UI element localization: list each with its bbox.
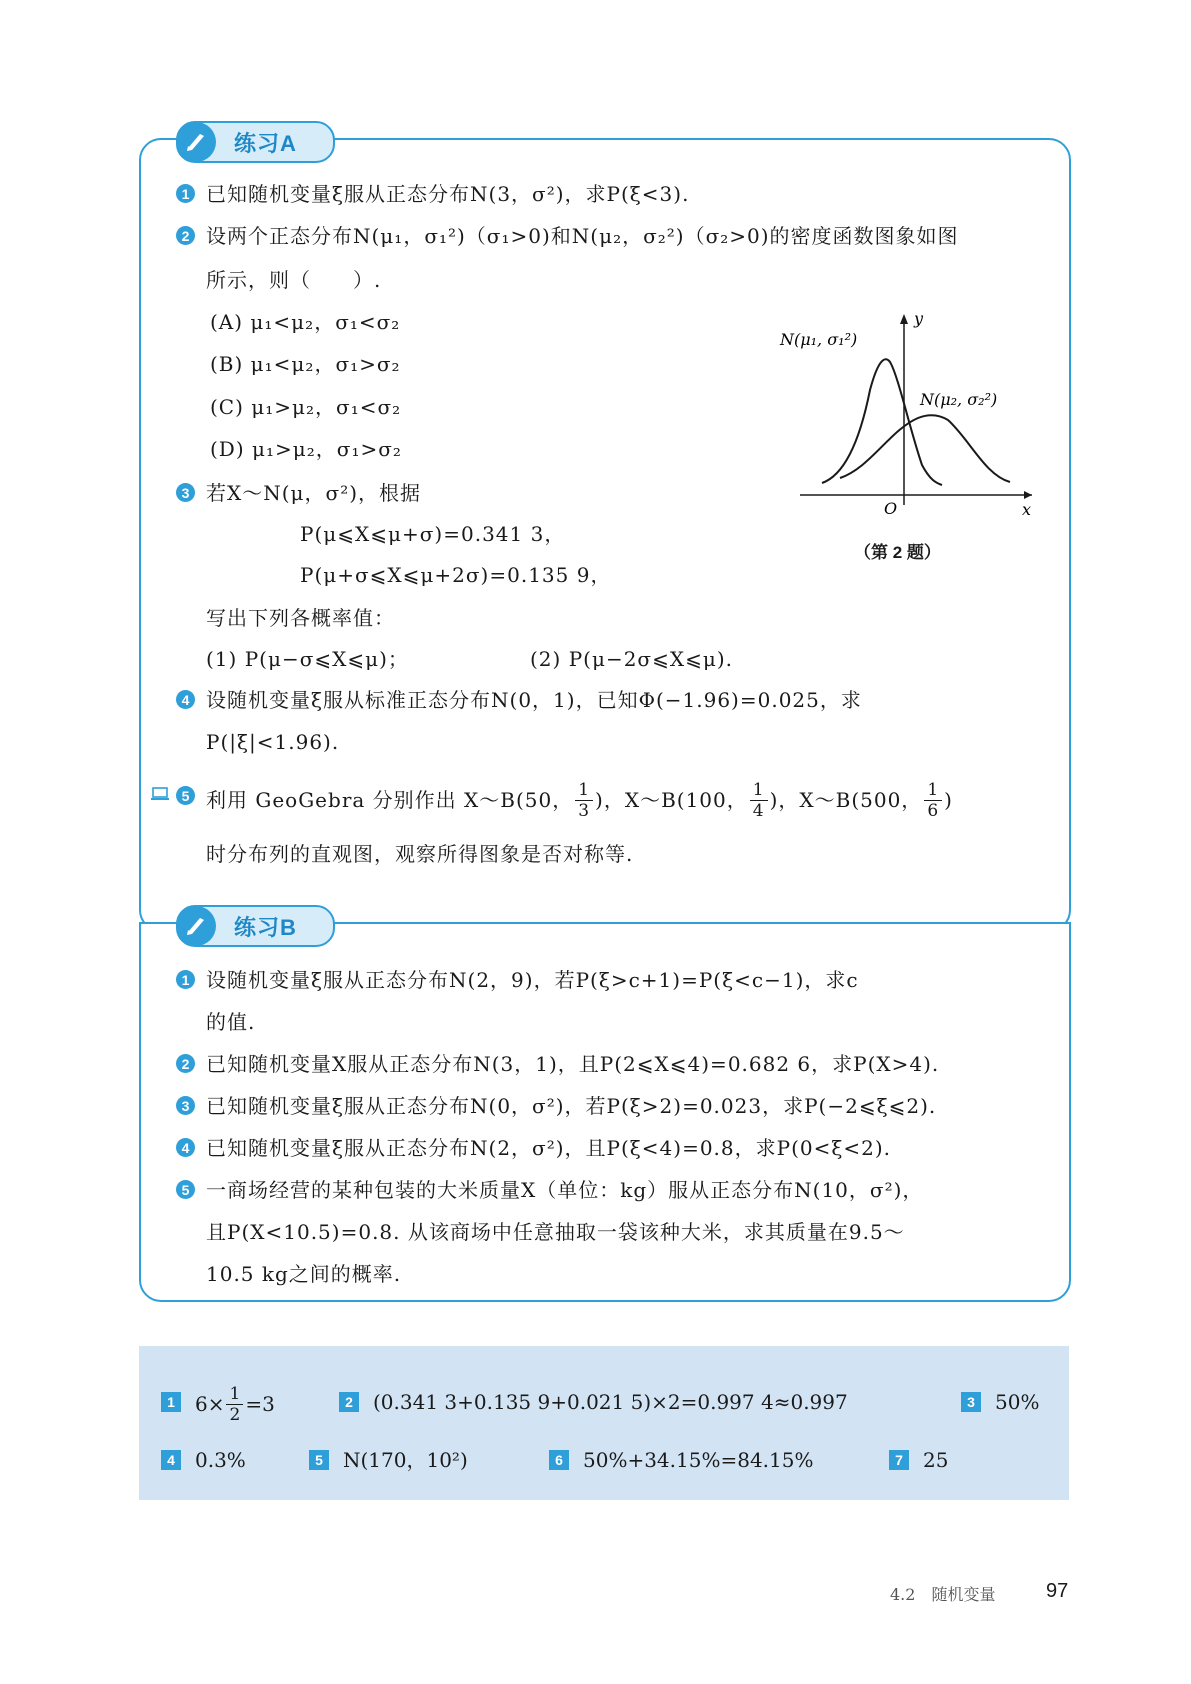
answer-6: 50%+34.15%=84.15% bbox=[583, 1448, 814, 1472]
answer-5: N(170，10²) bbox=[343, 1448, 468, 1472]
answer-number-1: 1 bbox=[161, 1392, 181, 1412]
answer-number-7: 7 bbox=[889, 1450, 909, 1470]
exercise-b-tab bbox=[176, 905, 335, 947]
exercise-b-q3: 已知随机变量ξ服从正态分布N(0，σ²)，若P(ξ>2)=0.023，求P(−2⩽ξ⩽2). bbox=[206, 1094, 937, 1118]
answer-4: 0.3% bbox=[195, 1448, 246, 1472]
exercise-b-q5-line2: 且P(X<10.5)=0.8. 从该商场中任意抽取一袋该种大米，求其质量在9.5～ bbox=[206, 1220, 905, 1244]
pencil-icon bbox=[176, 906, 216, 946]
q5-text-mid2: )，X～B(500， bbox=[769, 788, 923, 812]
q5-text-end: ) bbox=[944, 788, 953, 812]
exercise-b-q1-line1: 设随机变量ξ服从正态分布N(2，9)，若P(ξ>c+1)=P(ξ<c−1)，求c bbox=[206, 968, 859, 992]
exercise-a-q5-line2: 时分布列的直观图，观察所得图象是否对称等. bbox=[206, 842, 634, 866]
figure-axis-x: x bbox=[1022, 500, 1032, 519]
exercise-a-q2-line2: 所示，则（ ）. bbox=[206, 268, 382, 292]
answer-number-3: 3 bbox=[961, 1392, 981, 1412]
normal-density-figure bbox=[770, 300, 1050, 530]
figure-caption: （第 2 题） bbox=[854, 543, 941, 562]
q5-text-mid1: )，X～B(100， bbox=[595, 788, 748, 812]
answer-7: 25 bbox=[923, 1448, 949, 1472]
answer-number-2: 2 bbox=[339, 1392, 359, 1412]
figure-axis-y: y bbox=[914, 309, 924, 328]
option-a: (A) μ₁<μ₂，σ₁<σ₂ bbox=[210, 310, 401, 334]
exercise-a-q3-part1: (1) P(μ−σ⩽X⩽μ)； bbox=[206, 647, 409, 671]
fraction-one-third: $\frac{1}{3}$ bbox=[575, 780, 593, 821]
option-d: (D) μ₁>μ₂，σ₁>σ₂ bbox=[210, 437, 402, 461]
exercise-b-title: 练习B bbox=[234, 914, 297, 940]
answer-number-4: 4 bbox=[161, 1450, 181, 1470]
q5-text-pre: 利用 GeoGebra 分别作出 X～B(50， bbox=[206, 788, 574, 812]
fraction-one-fourth: $\frac{1}{4}$ bbox=[750, 780, 768, 821]
question-number-a5: 5 bbox=[176, 786, 195, 805]
section-footer: 4.2 随机变量 bbox=[890, 1585, 996, 1604]
question-number-a1: 1 bbox=[176, 184, 195, 203]
figure-origin: O bbox=[884, 499, 898, 518]
option-c: (C) μ₁>μ₂，σ₁<σ₂ bbox=[210, 395, 402, 419]
exercise-a-q4-line2: P(|ξ|<1.96). bbox=[206, 730, 340, 754]
question-number-b5: 5 bbox=[176, 1180, 195, 1199]
answer-number-6: 6 bbox=[549, 1450, 569, 1470]
figure-label-n2: N(μ₂, σ₂²) bbox=[920, 390, 998, 409]
exercise-a-tab bbox=[176, 121, 335, 163]
exercise-a-q3-line3: P(μ+σ⩽X⩽μ+2σ)=0.135 9， bbox=[300, 563, 612, 587]
fraction-one-sixth: $\frac{1}{6}$ bbox=[924, 780, 942, 821]
exercise-b-q2: 已知随机变量X服从正态分布N(3，1)，且P(2⩽X⩽4)=0.682 6，求P(X>4). bbox=[206, 1052, 940, 1076]
exercise-a-q3-part2: (2) P(μ−2σ⩽X⩽μ). bbox=[530, 647, 733, 671]
exercise-a-q3-line4: 写出下列各概率值： bbox=[206, 606, 395, 630]
question-number-b1: 1 bbox=[176, 970, 195, 989]
exercise-a-q1: 已知随机变量ξ服从正态分布N(3，σ²)，求P(ξ<3). bbox=[206, 182, 690, 206]
exercise-a-q5-line1 bbox=[206, 770, 953, 830]
answer-1: 6× $\frac{1}{2}$ =3 bbox=[195, 1383, 275, 1425]
exercise-a-title: 练习A bbox=[234, 130, 297, 156]
question-number-b4: 4 bbox=[176, 1138, 195, 1157]
figure-label-n1: N(μ₁, σ₁²) bbox=[780, 330, 858, 349]
exercise-b-q5-line1: 一商场经营的某种包装的大米质量X（单位：kg）服从正态分布N(10，σ²)， bbox=[206, 1178, 924, 1202]
question-number-a3: 3 bbox=[176, 483, 195, 502]
question-number-b2: 2 bbox=[176, 1054, 195, 1073]
exercise-b-q5-line3: 10.5 kg之间的概率. bbox=[206, 1262, 402, 1286]
option-b: (B) μ₁<μ₂，σ₁>σ₂ bbox=[210, 352, 401, 376]
answer-2: (0.341 3+0.135 9+0.021 5)×2=0.997 4≈0.997 bbox=[373, 1390, 848, 1414]
answer-panel bbox=[139, 1346, 1069, 1500]
exercise-a-q3-line1: 若X～N(μ，σ²)，根据 bbox=[206, 481, 422, 505]
fraction-one-half: $\frac{1}{2}$ bbox=[226, 1384, 243, 1425]
exercise-b-q4: 已知随机变量ξ服从正态分布N(2，σ²)，且P(ξ<4)=0.8，求P(0<ξ<2). bbox=[206, 1136, 892, 1160]
question-number-a2: 2 bbox=[176, 226, 195, 245]
question-number-b3: 3 bbox=[176, 1096, 195, 1115]
answer-3: 50% bbox=[995, 1390, 1040, 1414]
exercise-a-q4-line1: 设随机变量ξ服从标准正态分布N(0，1)，已知Φ(−1.96)=0.025，求 bbox=[206, 688, 862, 712]
question-number-a4: 4 bbox=[176, 690, 195, 709]
pencil-icon bbox=[176, 122, 216, 162]
exercise-b-q1-line2: 的值. bbox=[206, 1010, 256, 1034]
exercise-a-q2-line1: 设两个正态分布N(μ₁，σ₁²)（σ₁>0)和N(μ₂，σ₂²)（σ₂>0)的密度函数图象如图 bbox=[206, 224, 959, 248]
exercise-a-q3-line2: P(μ⩽X⩽μ+σ)=0.341 3， bbox=[300, 522, 566, 546]
answer-number-5: 5 bbox=[309, 1450, 329, 1470]
computer-icon bbox=[151, 786, 169, 800]
page-number: 97 bbox=[1046, 1580, 1069, 1602]
